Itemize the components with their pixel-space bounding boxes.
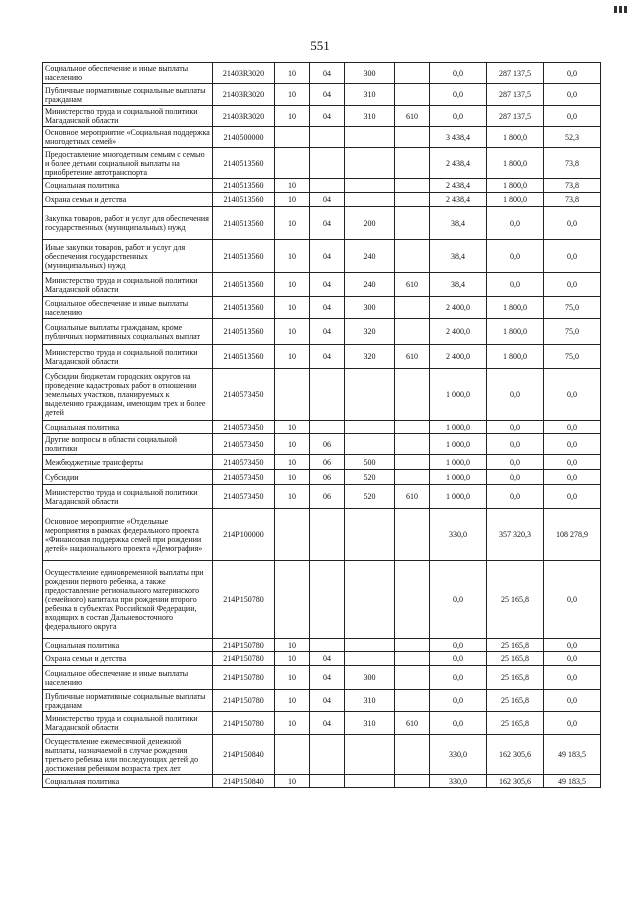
cell-v3: 0,0: [544, 455, 601, 470]
table-row: [43, 775, 601, 788]
cell-section: 10: [275, 240, 310, 273]
cell-v1: 1 000,0: [430, 455, 487, 470]
cell-subsection: [310, 179, 345, 193]
cell-v2: 162 305,6: [487, 735, 544, 775]
cell-expense-type: 310: [345, 84, 395, 106]
cell-v2: 25 165,8: [487, 690, 544, 712]
cell-section: 10: [275, 421, 310, 434]
cell-section: 10: [275, 179, 310, 193]
table-row: [43, 509, 601, 561]
cell-expense-type: 500: [345, 455, 395, 470]
cell-name: Осуществление ежемесячной денежной выплаты, назначаемой в случае рождения третьего ребенка или последующих детей до достижения ребенком возраста трех лет: [43, 735, 213, 775]
cell-section: 10: [275, 345, 310, 369]
cell-section: 10: [275, 690, 310, 712]
cell-v2: 25 165,8: [487, 666, 544, 690]
cell-code: 2140573450: [213, 434, 275, 455]
cell-department: [395, 561, 430, 639]
cell-department: [395, 775, 430, 788]
cell-v2: 0,0: [487, 485, 544, 509]
cell-code: 2140513560: [213, 148, 275, 179]
cell-expense-type: [345, 775, 395, 788]
cell-name: Охрана семьи и детства: [43, 193, 213, 207]
cell-section: 10: [275, 666, 310, 690]
cell-v3: 0,0: [544, 561, 601, 639]
cell-subsection: [310, 775, 345, 788]
cell-v1: 0,0: [430, 652, 487, 666]
cell-v3: 0,0: [544, 369, 601, 421]
table-row: [43, 240, 601, 273]
cell-v1: 1 000,0: [430, 369, 487, 421]
cell-expense-type: [345, 561, 395, 639]
table-row: [43, 455, 601, 470]
cell-code: 2140573450: [213, 369, 275, 421]
table-row: [43, 193, 601, 207]
cell-subsection: [310, 509, 345, 561]
cell-expense-type: 320: [345, 319, 395, 345]
cell-v2: 25 165,8: [487, 561, 544, 639]
table-row: [43, 127, 601, 148]
cell-section: [275, 369, 310, 421]
cell-subsection: [310, 127, 345, 148]
cell-section: 10: [275, 193, 310, 207]
cell-section: 10: [275, 273, 310, 297]
cell-expense-type: 300: [345, 666, 395, 690]
cell-section: [275, 509, 310, 561]
cell-code: 214P150780: [213, 712, 275, 735]
cell-expense-type: [345, 148, 395, 179]
table-row: [43, 470, 601, 485]
cell-name: Основное мероприятие «Социальная поддержка многодетных семей»: [43, 127, 213, 148]
cell-v1: 0,0: [430, 84, 487, 106]
cell-name: Охрана семьи и детства: [43, 652, 213, 666]
cell-code: 2140500000: [213, 127, 275, 148]
cell-section: 10: [275, 84, 310, 106]
cell-code: 2140573450: [213, 485, 275, 509]
cell-subsection: [310, 639, 345, 652]
cell-name: Предоставление многодетным семьям с семью и более детьми социальной выплаты на приобретение автотранспорта: [43, 148, 213, 179]
cell-section: 10: [275, 207, 310, 240]
cell-department: [395, 240, 430, 273]
cell-subsection: 06: [310, 455, 345, 470]
cell-expense-type: 240: [345, 240, 395, 273]
cell-department: [395, 127, 430, 148]
cell-name: Социальная политика: [43, 179, 213, 193]
cell-expense-type: 320: [345, 345, 395, 369]
table-row: [43, 652, 601, 666]
cell-v1: 2 438,4: [430, 193, 487, 207]
cell-name: Публичные нормативные социальные выплаты гражданам: [43, 690, 213, 712]
cell-v1: 0,0: [430, 561, 487, 639]
cell-subsection: 04: [310, 319, 345, 345]
cell-subsection: 04: [310, 106, 345, 127]
cell-expense-type: 520: [345, 485, 395, 509]
cell-expense-type: 520: [345, 470, 395, 485]
cell-v2: 1 800,0: [487, 179, 544, 193]
cell-v1: 38,4: [430, 240, 487, 273]
cell-department: 610: [395, 106, 430, 127]
cell-code: 2140513560: [213, 297, 275, 319]
cell-section: 10: [275, 639, 310, 652]
page-number: 551: [310, 38, 330, 53]
cell-v2: 0,0: [487, 434, 544, 455]
cell-code: 2140513560: [213, 319, 275, 345]
cell-code: 214P150840: [213, 775, 275, 788]
cell-department: [395, 207, 430, 240]
cell-v2: 25 165,8: [487, 639, 544, 652]
cell-section: 10: [275, 652, 310, 666]
cell-name: Министерство труда и социальной политики Магаданской области: [43, 485, 213, 509]
scan-corner-mark: [612, 0, 640, 8]
table-row: [43, 735, 601, 775]
cell-name: Социальная политика: [43, 639, 213, 652]
table-row: [43, 207, 601, 240]
cell-department: [395, 690, 430, 712]
cell-v3: 0,0: [544, 712, 601, 735]
cell-subsection: 04: [310, 84, 345, 106]
cell-name: Иные закупки товаров, работ и услуг для обеспечения государственных (муниципальных) нужд: [43, 240, 213, 273]
cell-v1: 2 400,0: [430, 319, 487, 345]
cell-name: Основное мероприятие «Отдельные мероприятия в рамках федерального проекта «Финансовая поддержка семей при рождении детей» национального проекта «Демография»: [43, 509, 213, 561]
cell-expense-type: [345, 421, 395, 434]
table-row: [43, 485, 601, 509]
cell-v2: 1 800,0: [487, 148, 544, 179]
table-row: [43, 319, 601, 345]
cell-v2: 1 800,0: [487, 127, 544, 148]
cell-v3: 75,0: [544, 319, 601, 345]
table-row: [43, 561, 601, 639]
cell-section: 10: [275, 470, 310, 485]
cell-department: 610: [395, 345, 430, 369]
table-row: [43, 666, 601, 690]
cell-v1: 2 438,4: [430, 148, 487, 179]
cell-name: Социальное обеспечение и иные выплаты населению: [43, 666, 213, 690]
cell-v1: 38,4: [430, 207, 487, 240]
cell-v1: 38,4: [430, 273, 487, 297]
cell-v3: 0,0: [544, 666, 601, 690]
cell-v3: 73,8: [544, 179, 601, 193]
cell-subsection: 04: [310, 273, 345, 297]
cell-subsection: 04: [310, 297, 345, 319]
table-row: [43, 148, 601, 179]
cell-v3: 49 183,5: [544, 735, 601, 775]
cell-department: [395, 297, 430, 319]
cell-code: 21403R3020: [213, 63, 275, 84]
cell-v3: 0,0: [544, 273, 601, 297]
cell-department: [395, 421, 430, 434]
table-row: [43, 106, 601, 127]
cell-v3: 49 183,5: [544, 775, 601, 788]
cell-v2: 0,0: [487, 470, 544, 485]
cell-v3: 0,0: [544, 639, 601, 652]
cell-section: 10: [275, 485, 310, 509]
table-row: [43, 179, 601, 193]
cell-name: Межбюджетные трансферты: [43, 455, 213, 470]
cell-v1: 0,0: [430, 666, 487, 690]
cell-section: 10: [275, 63, 310, 84]
cell-v1: 1 000,0: [430, 421, 487, 434]
table-row: [43, 639, 601, 652]
cell-subsection: 06: [310, 470, 345, 485]
cell-section: 10: [275, 434, 310, 455]
cell-v2: 357 320,3: [487, 509, 544, 561]
cell-subsection: [310, 421, 345, 434]
cell-section: 10: [275, 297, 310, 319]
cell-name: Министерство труда и социальной политики Магаданской области: [43, 106, 213, 127]
cell-section: 10: [275, 712, 310, 735]
cell-expense-type: 310: [345, 712, 395, 735]
cell-code: 2140513560: [213, 240, 275, 273]
cell-expense-type: 300: [345, 63, 395, 84]
cell-code: 214P150780: [213, 690, 275, 712]
cell-subsection: 06: [310, 434, 345, 455]
cell-name: Осуществление единовременной выплаты при рождении первого ребенка, а также предоставление регионального материнского (семейного) капитала при рождении второго ребенка в субъектах Российской Федерации, входящих в состав Дальневосточного федерального округа: [43, 561, 213, 639]
cell-department: [395, 193, 430, 207]
cell-subsection: [310, 735, 345, 775]
cell-code: 214P150780: [213, 639, 275, 652]
cell-v3: 0,0: [544, 652, 601, 666]
cell-code: 214P150780: [213, 561, 275, 639]
cell-v2: 287 137,5: [487, 106, 544, 127]
cell-code: 214P150840: [213, 735, 275, 775]
cell-v2: 25 165,8: [487, 652, 544, 666]
table-row: [43, 63, 601, 84]
cell-v1: 2 438,4: [430, 179, 487, 193]
cell-v2: 162 305,6: [487, 775, 544, 788]
cell-code: 2140573450: [213, 455, 275, 470]
cell-subsection: 04: [310, 193, 345, 207]
cell-v3: 75,0: [544, 345, 601, 369]
cell-name: Субсидии бюджетам городских округов на проведение кадастровых работ в отношении земельных участков, планируемых к выделению гражданам, имеющим трех и более детей: [43, 369, 213, 421]
cell-v2: 287 137,5: [487, 63, 544, 84]
cell-expense-type: [345, 639, 395, 652]
cell-code: 2140513560: [213, 207, 275, 240]
cell-expense-type: [345, 369, 395, 421]
cell-department: [395, 179, 430, 193]
cell-department: 610: [395, 712, 430, 735]
table-row: [43, 297, 601, 319]
cell-subsection: 04: [310, 345, 345, 369]
cell-v3: 0,0: [544, 434, 601, 455]
cell-v1: 0,0: [430, 106, 487, 127]
cell-expense-type: [345, 434, 395, 455]
cell-name: Публичные нормативные социальные выплаты гражданам: [43, 84, 213, 106]
cell-code: 21403R3020: [213, 84, 275, 106]
cell-v3: 52,3: [544, 127, 601, 148]
cell-name: Министерство труда и социальной политики Магаданской области: [43, 712, 213, 735]
cell-department: [395, 470, 430, 485]
cell-v1: 330,0: [430, 775, 487, 788]
cell-v2: 25 165,8: [487, 712, 544, 735]
cell-expense-type: 200: [345, 207, 395, 240]
cell-v3: 0,0: [544, 485, 601, 509]
cell-code: 21403R3020: [213, 106, 275, 127]
cell-department: [395, 84, 430, 106]
cell-v2: 287 137,5: [487, 84, 544, 106]
cell-code: 2140513560: [213, 179, 275, 193]
table-row: [43, 712, 601, 735]
cell-section: 10: [275, 775, 310, 788]
cell-v3: 0,0: [544, 63, 601, 84]
cell-code: 214P150780: [213, 652, 275, 666]
cell-v3: 0,0: [544, 240, 601, 273]
cell-name: Социальные выплаты гражданам, кроме публичных нормативных социальных выплат: [43, 319, 213, 345]
cell-department: [395, 735, 430, 775]
cell-section: 10: [275, 106, 310, 127]
cell-name: Социальное обеспечение и иные выплаты населению: [43, 297, 213, 319]
cell-section: [275, 561, 310, 639]
cell-section: 10: [275, 319, 310, 345]
cell-code: 214P100000: [213, 509, 275, 561]
table-row: [43, 434, 601, 455]
cell-subsection: 04: [310, 690, 345, 712]
cell-department: [395, 666, 430, 690]
cell-v3: 73,8: [544, 148, 601, 179]
cell-v2: 0,0: [487, 240, 544, 273]
cell-expense-type: [345, 127, 395, 148]
cell-code: 2140513560: [213, 273, 275, 297]
cell-v2: 0,0: [487, 273, 544, 297]
cell-name: Закупка товаров, работ и услуг для обеспечения государственных (муниципальных) нужд: [43, 207, 213, 240]
cell-name: Социальное обеспечение и иные выплаты населению: [43, 63, 213, 84]
cell-code: 2140573450: [213, 470, 275, 485]
cell-v2: 0,0: [487, 421, 544, 434]
cell-name: Министерство труда и социальной политики Магаданской области: [43, 345, 213, 369]
budget-table: [42, 62, 601, 788]
cell-v3: 0,0: [544, 470, 601, 485]
cell-expense-type: 310: [345, 106, 395, 127]
cell-department: 610: [395, 273, 430, 297]
cell-department: [395, 148, 430, 179]
cell-v1: 330,0: [430, 735, 487, 775]
cell-name: Министерство труда и социальной политики Магаданской области: [43, 273, 213, 297]
cell-department: [395, 319, 430, 345]
cell-v2: 1 800,0: [487, 297, 544, 319]
cell-v1: 0,0: [430, 63, 487, 84]
table-row: [43, 84, 601, 106]
cell-v1: 0,0: [430, 712, 487, 735]
cell-subsection: 06: [310, 485, 345, 509]
cell-department: [395, 63, 430, 84]
cell-code: 214P150780: [213, 666, 275, 690]
cell-v1: 1 000,0: [430, 470, 487, 485]
cell-section: [275, 127, 310, 148]
cell-expense-type: 300: [345, 297, 395, 319]
cell-v1: 0,0: [430, 639, 487, 652]
cell-v2: 1 800,0: [487, 345, 544, 369]
cell-expense-type: 240: [345, 273, 395, 297]
cell-v2: 0,0: [487, 369, 544, 421]
cell-v1: 3 438,4: [430, 127, 487, 148]
cell-v2: 1 800,0: [487, 193, 544, 207]
cell-section: [275, 735, 310, 775]
cell-v2: 0,0: [487, 207, 544, 240]
cell-v1: 1 000,0: [430, 434, 487, 455]
cell-v2: 1 800,0: [487, 319, 544, 345]
cell-name: Субсидии: [43, 470, 213, 485]
cell-v3: 73,8: [544, 193, 601, 207]
cell-subsection: 04: [310, 652, 345, 666]
cell-code: 2140573450: [213, 421, 275, 434]
cell-v3: 0,0: [544, 106, 601, 127]
cell-code: 2140513560: [213, 345, 275, 369]
cell-v3: 75,0: [544, 297, 601, 319]
cell-subsection: 04: [310, 207, 345, 240]
cell-expense-type: 310: [345, 690, 395, 712]
cell-expense-type: [345, 193, 395, 207]
cell-name: Другие вопросы в области социальной политики: [43, 434, 213, 455]
cell-name: Социальная политика: [43, 421, 213, 434]
cell-v3: 0,0: [544, 84, 601, 106]
table-row: [43, 273, 601, 297]
cell-section: [275, 148, 310, 179]
cell-v3: 108 278,9: [544, 509, 601, 561]
cell-expense-type: [345, 179, 395, 193]
cell-department: [395, 509, 430, 561]
table-row: [43, 421, 601, 434]
cell-department: [395, 369, 430, 421]
table-row: [43, 690, 601, 712]
cell-expense-type: [345, 652, 395, 666]
cell-name: Социальная политика: [43, 775, 213, 788]
cell-subsection: 04: [310, 666, 345, 690]
cell-department: [395, 434, 430, 455]
cell-v1: 0,0: [430, 690, 487, 712]
cell-v3: 0,0: [544, 690, 601, 712]
cell-subsection: 04: [310, 240, 345, 273]
cell-v1: 1 000,0: [430, 485, 487, 509]
cell-v1: 2 400,0: [430, 297, 487, 319]
cell-v2: 0,0: [487, 455, 544, 470]
cell-department: [395, 652, 430, 666]
cell-subsection: 04: [310, 63, 345, 84]
cell-subsection: 04: [310, 712, 345, 735]
cell-v1: 330,0: [430, 509, 487, 561]
cell-expense-type: [345, 735, 395, 775]
cell-v3: 0,0: [544, 207, 601, 240]
table-row: [43, 369, 601, 421]
cell-expense-type: [345, 509, 395, 561]
cell-subsection: [310, 561, 345, 639]
cell-v1: 2 400,0: [430, 345, 487, 369]
cell-code: 2140513560: [213, 193, 275, 207]
cell-department: [395, 639, 430, 652]
table-row: [43, 345, 601, 369]
cell-section: 10: [275, 455, 310, 470]
cell-department: 610: [395, 485, 430, 509]
cell-subsection: [310, 148, 345, 179]
cell-subsection: [310, 369, 345, 421]
cell-department: [395, 455, 430, 470]
cell-v3: 0,0: [544, 421, 601, 434]
